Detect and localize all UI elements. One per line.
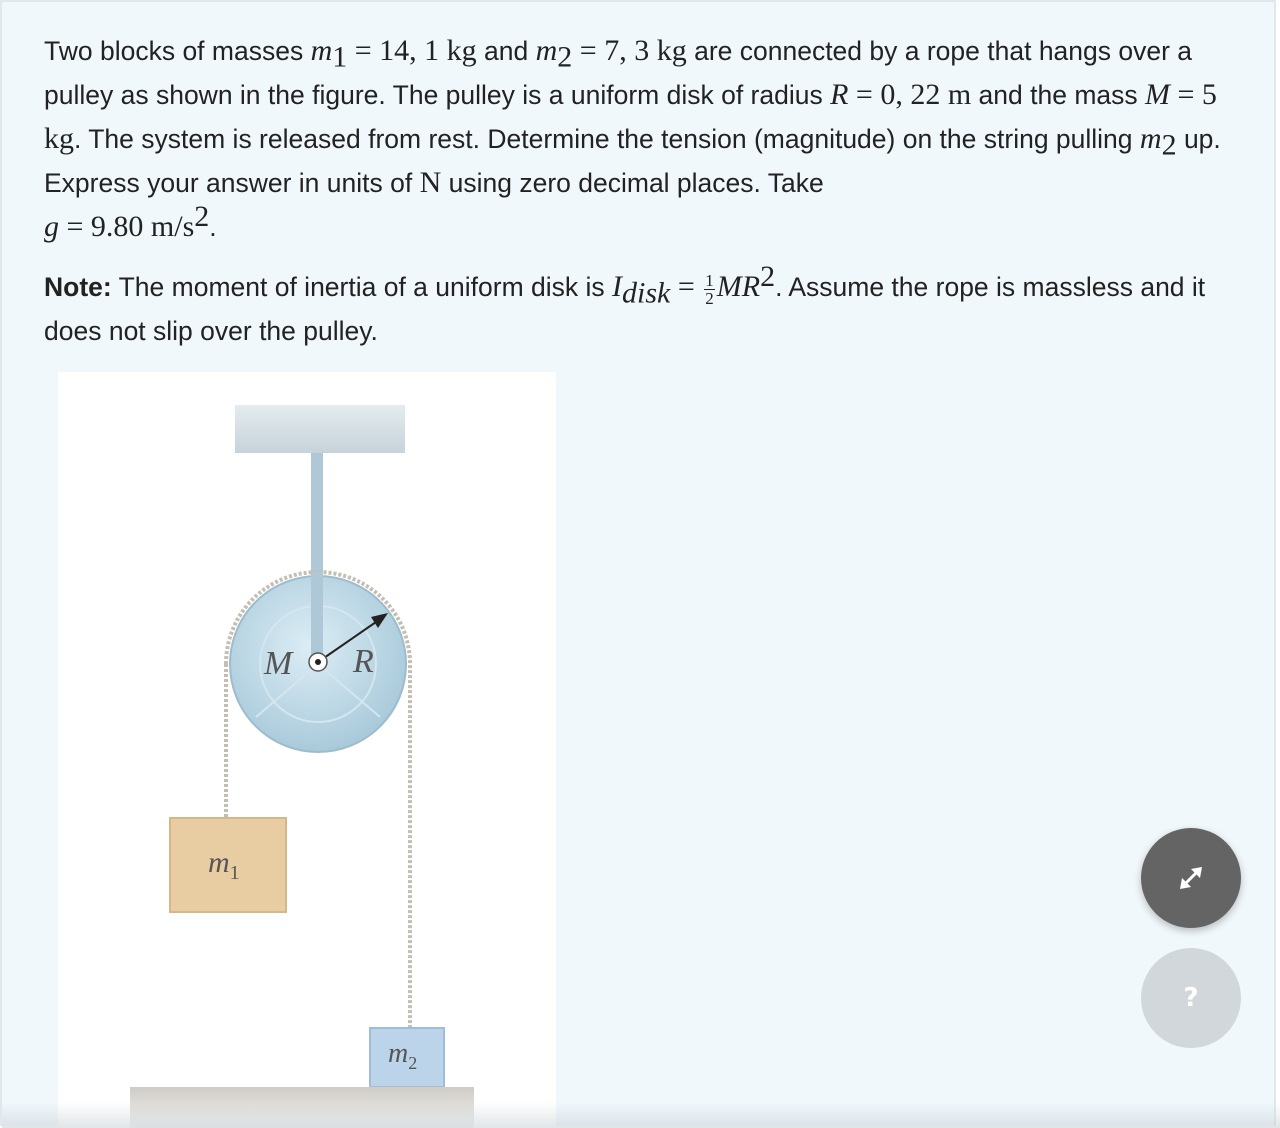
label-R: R bbox=[353, 643, 374, 680]
note-paragraph: Note: The moment of inertia of a uniform disk is $I_{disk}$ = $\frac{1}{2}$ $MR^2$. Assume the rope is massless and it does not slip over the pulley. bbox=[44, 260, 1206, 346]
label-M: M bbox=[264, 645, 293, 682]
problem-statement: Two blocks of masses $m_1 = 14$, 1 kg and $m_2 = 7$, 3 kg are connected by a rope that hangs over a pulley as shown in the figure. The pulley is a uniform disk of radius R = 0, 22 m and the mass M = 5 kg. The system is released from rest. Determine the tension (magnitude) on the string pulling $m_2$ up. Express your answer in units of N using zero decimal places. Take g = 9.80 $m/s^2$. bbox=[44, 34, 1221, 243]
expand-arrows-icon bbox=[1174, 861, 1208, 895]
pulley-axle-dot bbox=[315, 659, 321, 665]
label-m2: $m_2$ bbox=[388, 1038, 418, 1073]
expand-button[interactable] bbox=[1141, 828, 1241, 928]
rod-over-disk bbox=[311, 572, 323, 660]
pulley-diagram bbox=[58, 372, 556, 1128]
pulley-figure bbox=[58, 372, 556, 1128]
floor bbox=[130, 1087, 474, 1128]
help-label: ? bbox=[1183, 983, 1199, 1013]
note-label: Note: bbox=[44, 272, 112, 302]
one-half-fraction: $\frac{1}{2}$ bbox=[705, 270, 714, 308]
label-m1: $m_1$ bbox=[208, 846, 240, 884]
ceiling-support bbox=[235, 405, 405, 453]
help-button[interactable] bbox=[1141, 948, 1241, 1048]
